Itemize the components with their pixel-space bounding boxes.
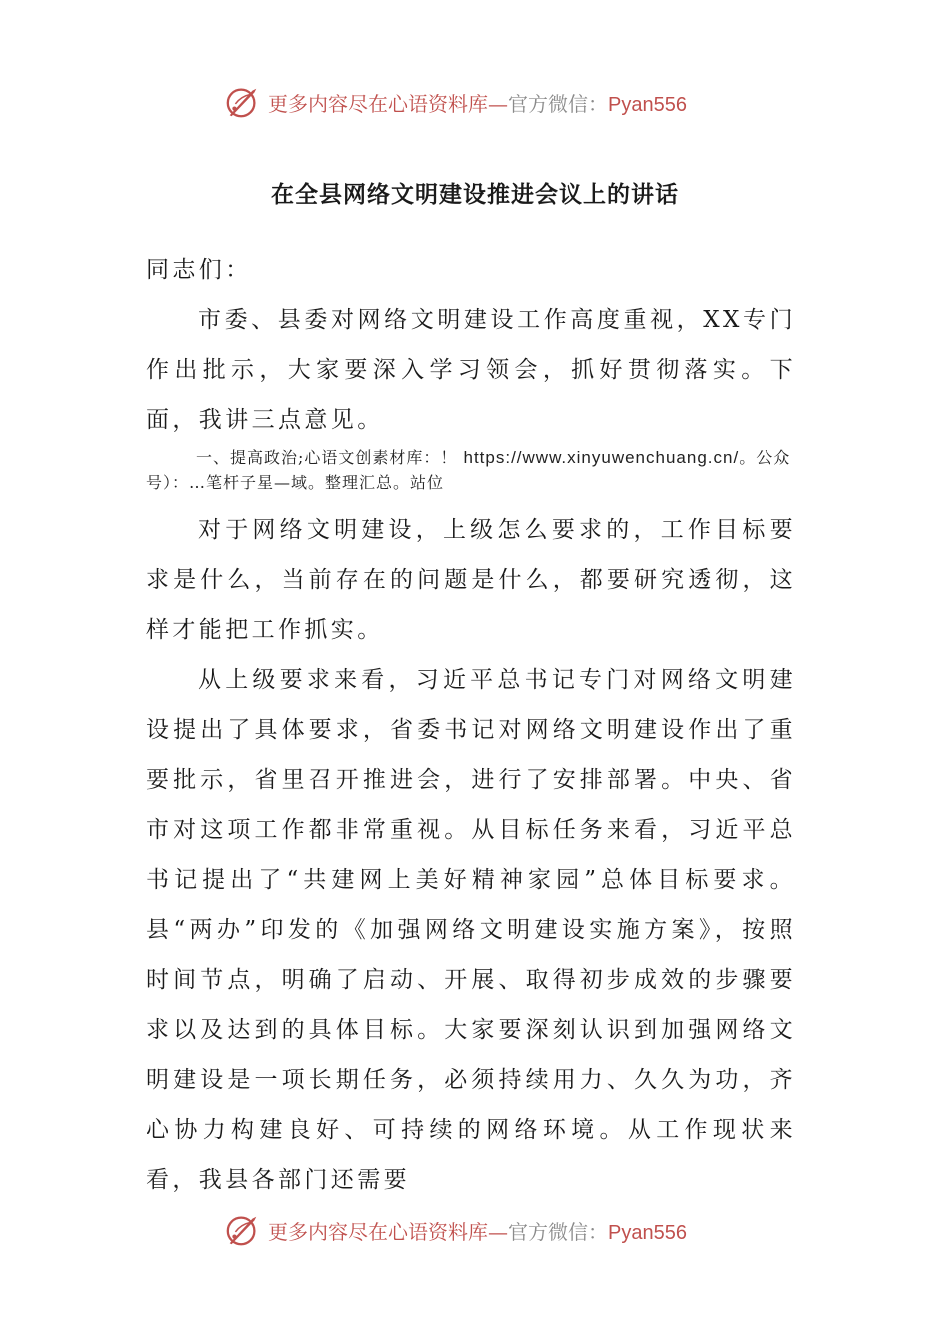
footer-wechat-label: 官方微信： xyxy=(508,1219,608,1244)
header-brand-text: 更多内容尽在心语资料库 xyxy=(268,91,488,116)
footer-wechat-account: Pyan556 xyxy=(608,1221,687,1244)
document-title: 在全县网络文明建设推进会议上的讲话 xyxy=(271,182,679,208)
header-wechat-label: 官方微信： xyxy=(508,91,608,116)
paragraph-1: 对于网络文明建设，上级怎么要求的，工作目标要求是什么，当前存在的问题是什么，都要研究透彻，这样才能把工作抓实。 xyxy=(146,517,796,643)
header-banner xyxy=(224,82,744,122)
quill-logo-icon xyxy=(224,83,262,121)
header-dash: — xyxy=(488,91,508,116)
footer-banner-text xyxy=(268,1216,687,1245)
section-heading-prefix: 一、提高政治;心语文创素材库：！ xyxy=(196,448,458,467)
footer-banner xyxy=(224,1210,744,1250)
intro-paragraph: 市委、县委对网络文明建设工作高度重视，XX专门作出批示，大家要深入学习领会，抓好贯彻落实。下面，我讲三点意见。 xyxy=(146,307,796,433)
document-body xyxy=(146,245,796,1205)
salutation: 同志们： xyxy=(146,257,252,283)
section-heading-suffix: 。公众号）：…笔杆子星—域。整理汇总。站位 xyxy=(146,448,791,492)
footer-dash: — xyxy=(488,1219,508,1244)
section-heading xyxy=(146,445,796,495)
footer-brand-text: 更多内容尽在心语资料库 xyxy=(268,1219,488,1244)
header-banner-text xyxy=(268,88,687,117)
paragraph-2: 从上级要求来看，习近平总书记专门对网络文明建设提出了具体要求，省委书记对网络文明建设作出了重要批示，省里召开推进会，进行了安排部署。中央、省市对这项工作都非常重视。从目标任务来看，习近平总书记提出了“共建网上美好精神家园”总体目标要求。县“两办”印发的《加强网络文明建设实施方案》，按照时间节点，明确了启动、开展、取得初步成效的步骤要求以及达到的具体目标。大家要深刻认识到加强网络文明建设是一项长期任务，必须持续用力、久久为功，齐心协力构建良好、可持续的网络环境。从工作现状来看，我县各部门还需要 xyxy=(146,667,796,1193)
quill-logo-icon xyxy=(224,1211,262,1249)
source-url-link[interactable]: https://www.xinyuwenchuang.cn/ xyxy=(463,448,740,467)
header-wechat-account: Pyan556 xyxy=(608,93,687,116)
